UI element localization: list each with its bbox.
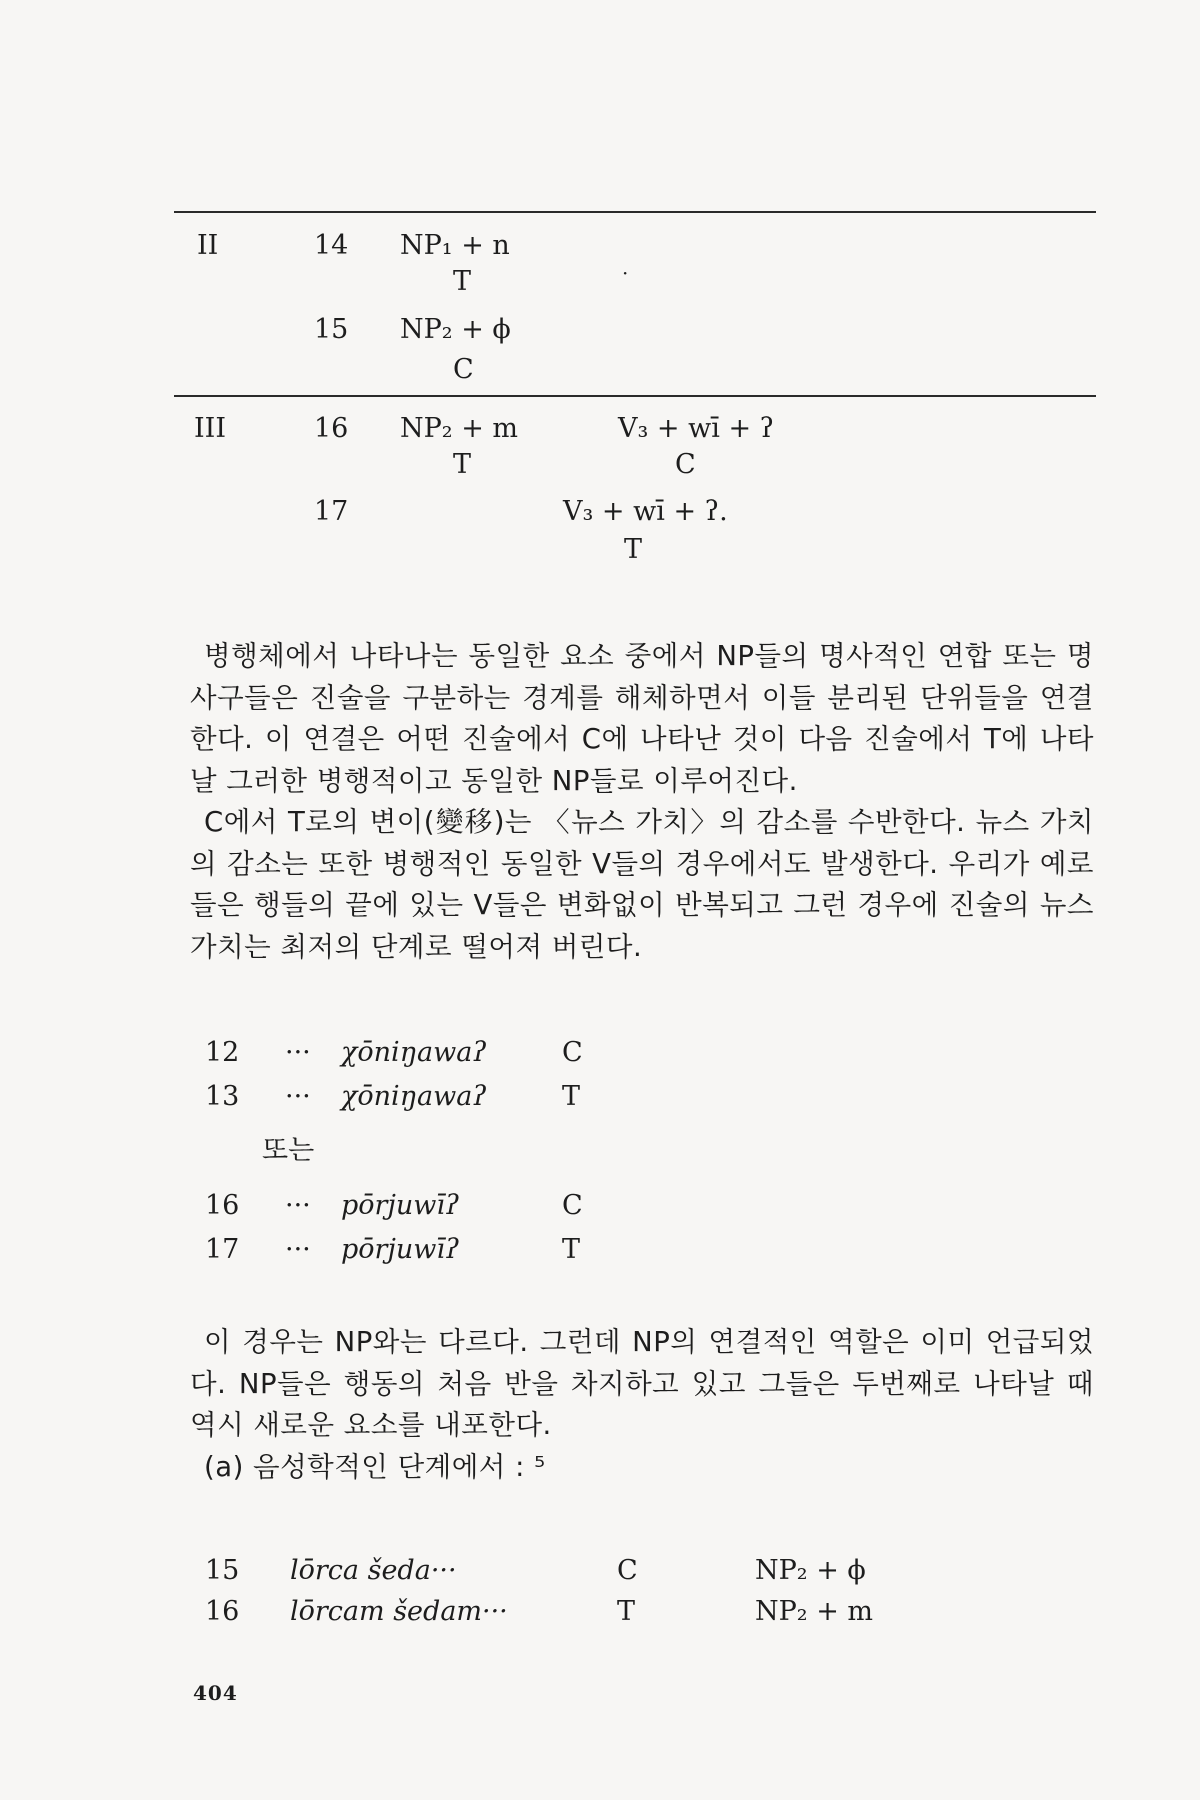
example-word: pōrjuwīʔ xyxy=(341,1190,460,1221)
ellipsis: ··· xyxy=(285,1234,311,1265)
example-np: NP₂ + ϕ xyxy=(755,1555,866,1586)
example-tag: T xyxy=(562,1234,581,1265)
paragraph: 병행체에서 나타나는 동일한 요소 중에서 NP들의 명사적인 연합 또는 명사구들은 진술을 구분하는 경계를 해체하면서 이들 분리된 단위들을 연결한다. 이 연결은 어떤 진술에서 C에 나타난 것이 다음 진술에서 T에 나타날 그러한 병행적이고 동일한 NP들로 이루어진다. xyxy=(190,640,1094,797)
ellipsis: ··· xyxy=(285,1037,311,1068)
row-expression: NP₂ + ϕ xyxy=(400,314,511,345)
row-number: 16 xyxy=(314,413,349,444)
verb-expression: V₃ + wī + ʔ. xyxy=(563,496,728,527)
ellipsis: ··· xyxy=(285,1081,311,1112)
section-roman-iii: III xyxy=(194,413,226,444)
example-word: χōniŋawaʔ xyxy=(341,1081,487,1112)
row-number: 15 xyxy=(314,314,349,345)
table-section-rule xyxy=(174,395,1096,397)
verb-expression: V₃ + wī + ʔ xyxy=(618,413,775,444)
example-word: lōrcam šedam··· xyxy=(290,1596,508,1627)
paragraph-heading-a: (a) 음성학적인 단계에서 : ⁵ xyxy=(204,1450,546,1483)
example-word: pōrjuwīʔ xyxy=(341,1234,460,1265)
example-tag: C xyxy=(562,1190,583,1221)
verb-tag: C xyxy=(675,449,696,480)
example-number: 12 xyxy=(205,1037,240,1068)
example-np: NP₂ + m xyxy=(755,1596,874,1627)
example-tag: T xyxy=(617,1596,636,1627)
example-number: 17 xyxy=(205,1234,240,1265)
row-expression: NP₂ + m xyxy=(400,413,519,444)
stray-mark: · xyxy=(622,261,629,285)
example-word: lōrca šeda··· xyxy=(290,1555,457,1586)
example-tag: C xyxy=(562,1037,583,1068)
row-tag: C xyxy=(453,354,474,385)
paragraph: 이 경우는 NP와는 다르다. 그런데 NP의 연결적인 역할은 이미 언급되었다. NP들은 행동의 처음 반을 차지하고 있고 그들은 두번째로 나타날 때 역시 새로운 요소를 내포한다. xyxy=(190,1326,1094,1441)
page-number: 404 xyxy=(193,1681,238,1705)
or-label: 또는 xyxy=(262,1135,315,1166)
example-number: 15 xyxy=(205,1555,240,1586)
body-text-block xyxy=(190,636,1094,968)
row-expression: NP₁ + n xyxy=(400,230,510,261)
example-number: 16 xyxy=(205,1596,240,1627)
row-tag: T xyxy=(453,266,472,297)
paragraph: C에서 T로의 변이(變移)는 〈뉴스 가치〉의 감소를 수반한다. 뉴스 가치의 감소는 또한 병행적인 동일한 V들의 경우에서도 발생한다. 우리가 예로 들은 행들의 끝에 있는 V들은 변화없이 반복되고 그런 경우에 진술의 뉴스 가치는 최저의 단계로 떨어져 버린다. xyxy=(190,806,1094,963)
example-number: 13 xyxy=(205,1081,240,1112)
example-tag: C xyxy=(617,1555,638,1586)
row-number: 17 xyxy=(314,496,349,527)
example-word: χōniŋawaʔ xyxy=(341,1037,487,1068)
row-tag: T xyxy=(453,449,472,480)
verb-tag: T xyxy=(624,534,643,565)
section-roman-ii: II xyxy=(197,230,219,261)
body-text-block xyxy=(190,1322,1094,1488)
ellipsis: ··· xyxy=(285,1190,311,1221)
example-tag: T xyxy=(562,1081,581,1112)
example-number: 16 xyxy=(205,1190,240,1221)
table-top-rule xyxy=(174,211,1096,213)
row-number: 14 xyxy=(314,230,349,261)
